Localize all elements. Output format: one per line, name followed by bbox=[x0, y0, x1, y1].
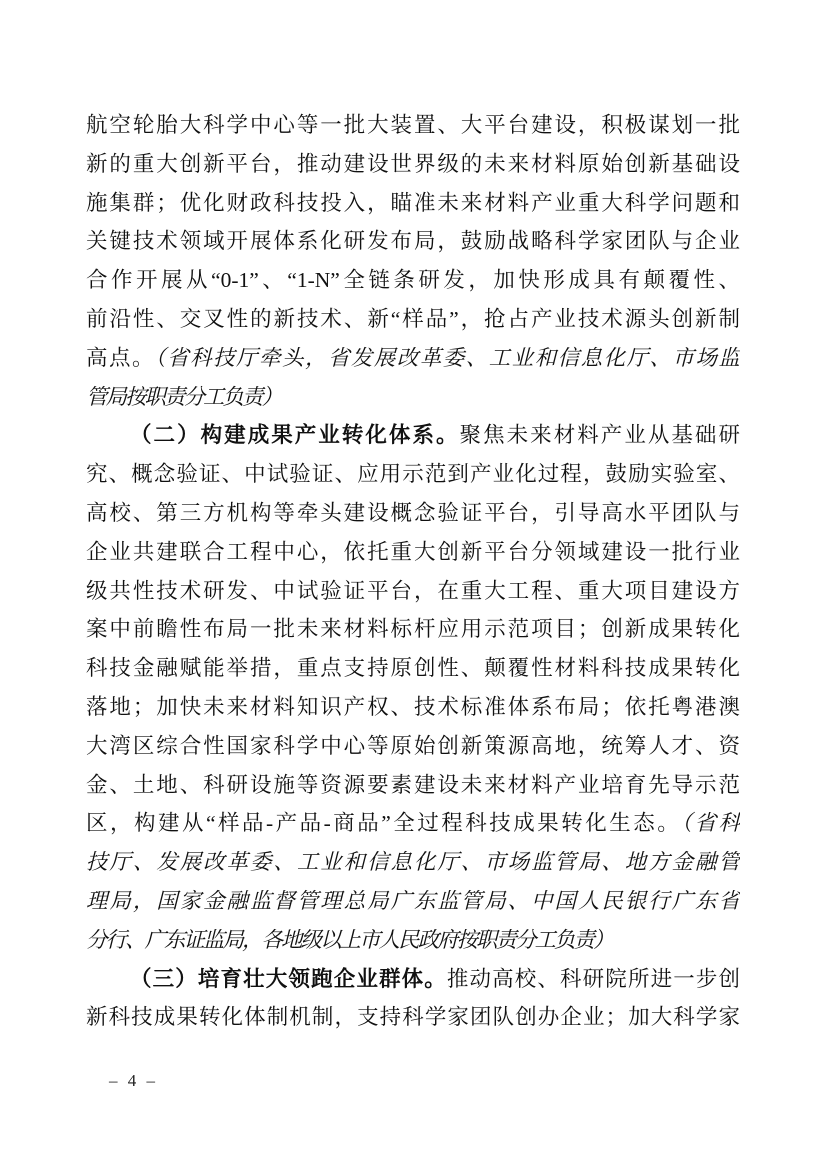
text-line bbox=[86, 533, 740, 572]
body-text-segment: 聚焦未来材料产业从基础研 bbox=[459, 423, 740, 448]
body-text-segment: 关键技术领域开展体系化研发布局，鼓励战略科学家团队与企业 bbox=[86, 229, 740, 254]
body-text-segment: 落地；加快未来材料知识产权、技术标准体系布局；依托粤港澳 bbox=[86, 694, 740, 719]
text-line bbox=[86, 843, 740, 882]
text-line bbox=[86, 261, 740, 300]
text-line bbox=[86, 222, 740, 261]
body-text-segment: 高校、第三方机构等牵头建设概念验证平台，引导高水平团队与 bbox=[86, 500, 740, 525]
text-line bbox=[86, 766, 740, 805]
text-line bbox=[86, 960, 740, 999]
body-text-segment: 科技金融赋能举措，重点支持原创性、颠覆性材料科技成果转化 bbox=[86, 656, 740, 681]
responsibility-annotation: 分行、广东证监局，各地级以上市人民政府按职责分工负责） bbox=[86, 927, 613, 952]
text-line bbox=[86, 649, 740, 688]
responsibility-annotation: （省科技厅牵头，省发展改革委、工业和信息化厅、市场监 bbox=[154, 345, 740, 370]
text-line bbox=[86, 727, 740, 766]
body-text-segment: 施集群；优化财政科技投入，瞄准未来材料产业重大科学问题和 bbox=[86, 190, 740, 215]
body-text-segment: 推动高校、科研院所进一步创 bbox=[446, 966, 740, 991]
body-text-segment: 究、概念验证、中试验证、应用示范到产业化过程，鼓励实验室、 bbox=[86, 462, 740, 487]
responsibility-annotation: 管局按职责分工负责） bbox=[86, 384, 282, 409]
body-text-segment: 大湾区综合性国家科学中心等原始创新策源高地，统筹人才、资 bbox=[86, 733, 740, 758]
text-line bbox=[86, 106, 740, 145]
body-text-segment: 案中前瞻性布局一批未来材料标杆应用示范项目；创新成果转化 bbox=[86, 617, 740, 642]
page-number: – 4 – bbox=[109, 1071, 158, 1090]
text-line bbox=[86, 688, 740, 727]
body-text-segment: 企业共建联合工程中心，依托重大创新平台分领域建设一批行业 bbox=[86, 539, 740, 564]
text-line bbox=[86, 184, 740, 223]
responsibility-annotation: （省科 bbox=[681, 811, 740, 836]
body-text-segment: 航空轮胎大科学中心等一批大装置、大平台建设，积极谋划一批 bbox=[86, 113, 740, 137]
document-body bbox=[86, 106, 740, 1037]
section-heading: （三）培育壮大领跑企业群体。 bbox=[130, 966, 447, 991]
text-line bbox=[86, 145, 740, 184]
text-line bbox=[86, 610, 740, 649]
body-text-segment: 级共性技术研发、中试验证平台，在重大工程、重大项目建设方 bbox=[86, 578, 740, 603]
responsibility-annotation: 理局，国家金融监督管理总局广东监管局、中国人民银行广东省 bbox=[86, 888, 740, 913]
text-line bbox=[86, 339, 740, 378]
text-line bbox=[86, 494, 740, 533]
text-line bbox=[86, 882, 740, 921]
body-text-segment: 新科技成果转化体制机制，支持科学家团队创办企业；加大科学家 bbox=[86, 1005, 740, 1030]
text-line bbox=[86, 572, 740, 611]
body-text-segment: 新的重大创新平台，推动建设世界级的未来材料原始创新基础设 bbox=[86, 151, 740, 176]
body-text-segment: 高点。 bbox=[86, 345, 155, 370]
text-line bbox=[86, 300, 740, 339]
text-line bbox=[86, 378, 740, 417]
text-line bbox=[86, 804, 740, 843]
body-text-segment: 区，构建从“样品-产品-商品”全过程科技成果转化生态。 bbox=[86, 811, 682, 836]
text-line bbox=[86, 921, 740, 960]
responsibility-annotation: 技厅、发展改革委、工业和信息化厅、市场监管局、地方金融管 bbox=[86, 850, 740, 875]
body-text-segment: 金、土地、科研设施等资源要素建设未来材料产业培育先导示范 bbox=[86, 772, 740, 797]
body-text-segment: 前沿性、交叉性的新技术、新“样品”，抢占产业技术源头创新制 bbox=[86, 306, 740, 331]
section-heading: （二）构建成果产业转化体系。 bbox=[130, 423, 460, 448]
text-line bbox=[86, 455, 740, 494]
text-line bbox=[86, 416, 740, 455]
text-line bbox=[86, 998, 740, 1037]
body-text-segment: 合作开展从“0-1”、“1-N”全链条研发，加快形成具有颠覆性、 bbox=[86, 268, 740, 293]
